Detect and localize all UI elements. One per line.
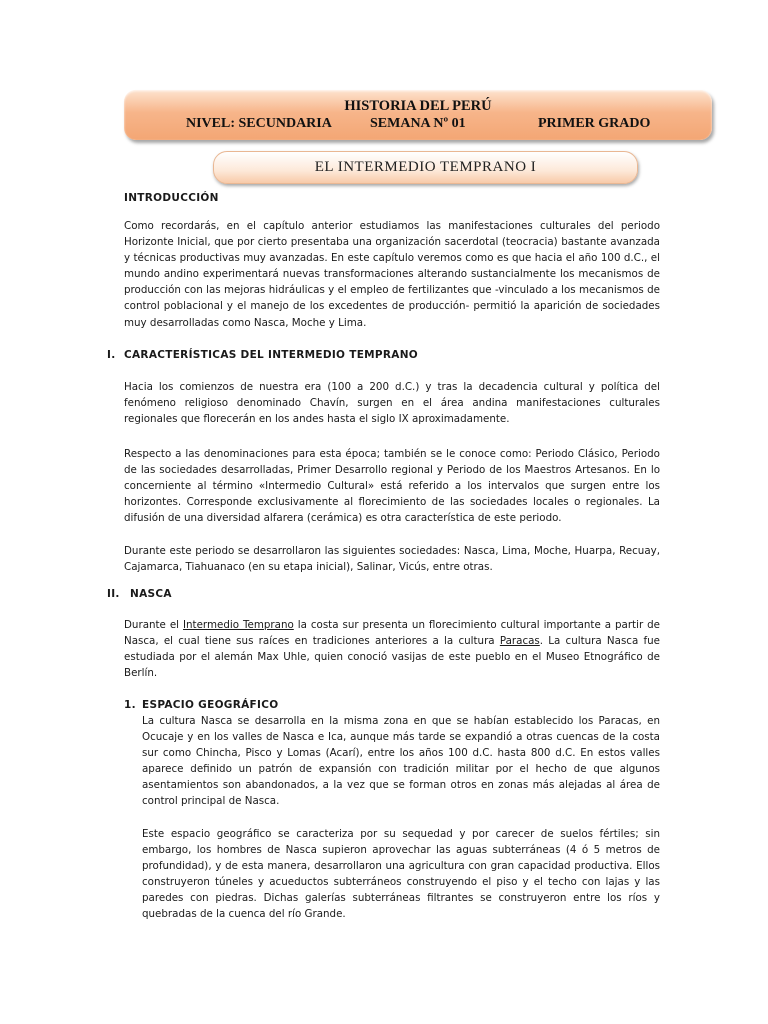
- intermedio-temprano-link[interactable]: Intermedio Temprano: [182, 619, 294, 631]
- header-banner: [124, 90, 712, 140]
- section2-number: II.: [107, 588, 120, 600]
- subsection1-heading: ESPACIO GEOGRÁFICO: [142, 699, 279, 711]
- section1-heading: CARACTERÍSTICAS DEL INTERMEDIO TEMPRANO: [124, 349, 419, 361]
- intro-paragraph: Como recordarás, en el capítulo anterior estudiamos las manifestaciones culturales del periodo Horizonte Inicial, que por cierto presentaba una organización sacerdotal (teocracia) bastante avanzada y técnicas productivas muy avanzadas. En este capítulo veremos como es que hacia el año 100 d.C., el mundo andino experimentará nuevas transformaciones alterando sustancialmente los mecanismos de producción con las mejoras hidráulicas y el empleo de fertilizantes que -vinculado a los mecanismos de control poblacional y el manejo de los excedentes de producción- permitió la aparición de sociedades muy desarrolladas como Nasca, Moche y Lima.: [124, 220, 660, 329]
- week-label: SEMANA Nº 01: [370, 116, 466, 131]
- section2-paragraph-1: [124, 617, 660, 681]
- p1-text-b: la costa sur presenta un florecimiento cultural importante a partir de Nasca, el cual tiene sus raíces en tradiciones anteriores a la cultura: [124, 619, 661, 648]
- course-title: HISTORIA DEL PERÚ: [344, 98, 492, 114]
- section1-paragraph-2: Respecto a las denominaciones para esta época; también se le conoce como: Periodo Clásico, Periodo de las sociedades desarrolladas, Primer Desarrollo regional y Periodo de los Maestros Artesanos. En lo concerniente al término «Intermedio Cultural» está referido a los intervalos que surgen entre los horizontes. Corresponde exclusivamente al florecimiento de las sociedades locales o regionales. La difusión de una diversidad alfarera (cerámica) es otra característica de este periodo.: [124, 448, 660, 525]
- section1-paragraph-1: Hacia los comienzos de nuestra era (100 a 200 d.C.) y tras la decadencia cultural y política del fenómeno religioso denominado Chavín, surgen en el área andina manifestaciones culturales regionales que florecerán en los andes hasta el siglo IX aproximadamente.: [124, 381, 660, 426]
- p1-text-a: Durante el: [124, 619, 183, 631]
- grade-label: PRIMER GRADO: [538, 116, 651, 131]
- intro-heading: INTRODUCCIÓN: [124, 192, 219, 204]
- section1-paragraph-3: Durante este periodo se desarrollaron las siguientes sociedades: Nasca, Lima, Moche, Huarpa, Recuay, Cajamarca, Tiahuanaco (en su etapa inicial), Salinar, Vicús, entre otras.: [124, 545, 660, 574]
- subsection1-paragraph-2: Este espacio geográfico se caracteriza por su sequedad y por carecer de suelos fértiles; sin embargo, los hombres de Nasca supieron aprovechar las aguas subterráneas (4 ó 5 metros de profundidad), y de esta manera, desarrollaron una agricultura con gran capacidad productiva. Ellos construyeron túneles y acueductos subterráneos construyendo el piso y el techo con lajas y las paredes con piedras. Dichas galerías subterráneas filtrantes se construyeron entre los ríos y quebradas de la cuenca del río Grande.: [142, 828, 660, 921]
- paracas-link[interactable]: Paracas: [499, 635, 540, 648]
- subsection1-number: 1.: [124, 699, 136, 711]
- section1-number: I.: [107, 349, 116, 361]
- section2-heading: NASCA: [130, 588, 172, 600]
- p1-text-c: . La cultura Nasca fue estudiada por el alemán Max Uhle, quien conoció vasijas de este pueblo en el Museo Etnográfico de Berlín.: [124, 635, 660, 680]
- subsection1-paragraph-1: La cultura Nasca se desarrolla en la misma zona en que se habían establecido los Paracas, en Ocucaje y en los valles de Nasca e Ica, aunque más tarde se expandió a otras cuencas de la costa sur como Chincha, Pisco y Lomas (Acarí), entre los años 100 d.C. hasta 800 d.C. En estos valles aparece definido un patrón de expansión con tradición militar por el hecho de que algunos asentamientos son abandonados, a la vez que se forman otros en zonas más alejadas al área de control principal de Nasca.: [142, 715, 660, 808]
- lesson-title: EL INTERMEDIO TEMPRANO I: [213, 151, 638, 184]
- level-label: NIVEL: SECUNDARIA: [186, 116, 332, 131]
